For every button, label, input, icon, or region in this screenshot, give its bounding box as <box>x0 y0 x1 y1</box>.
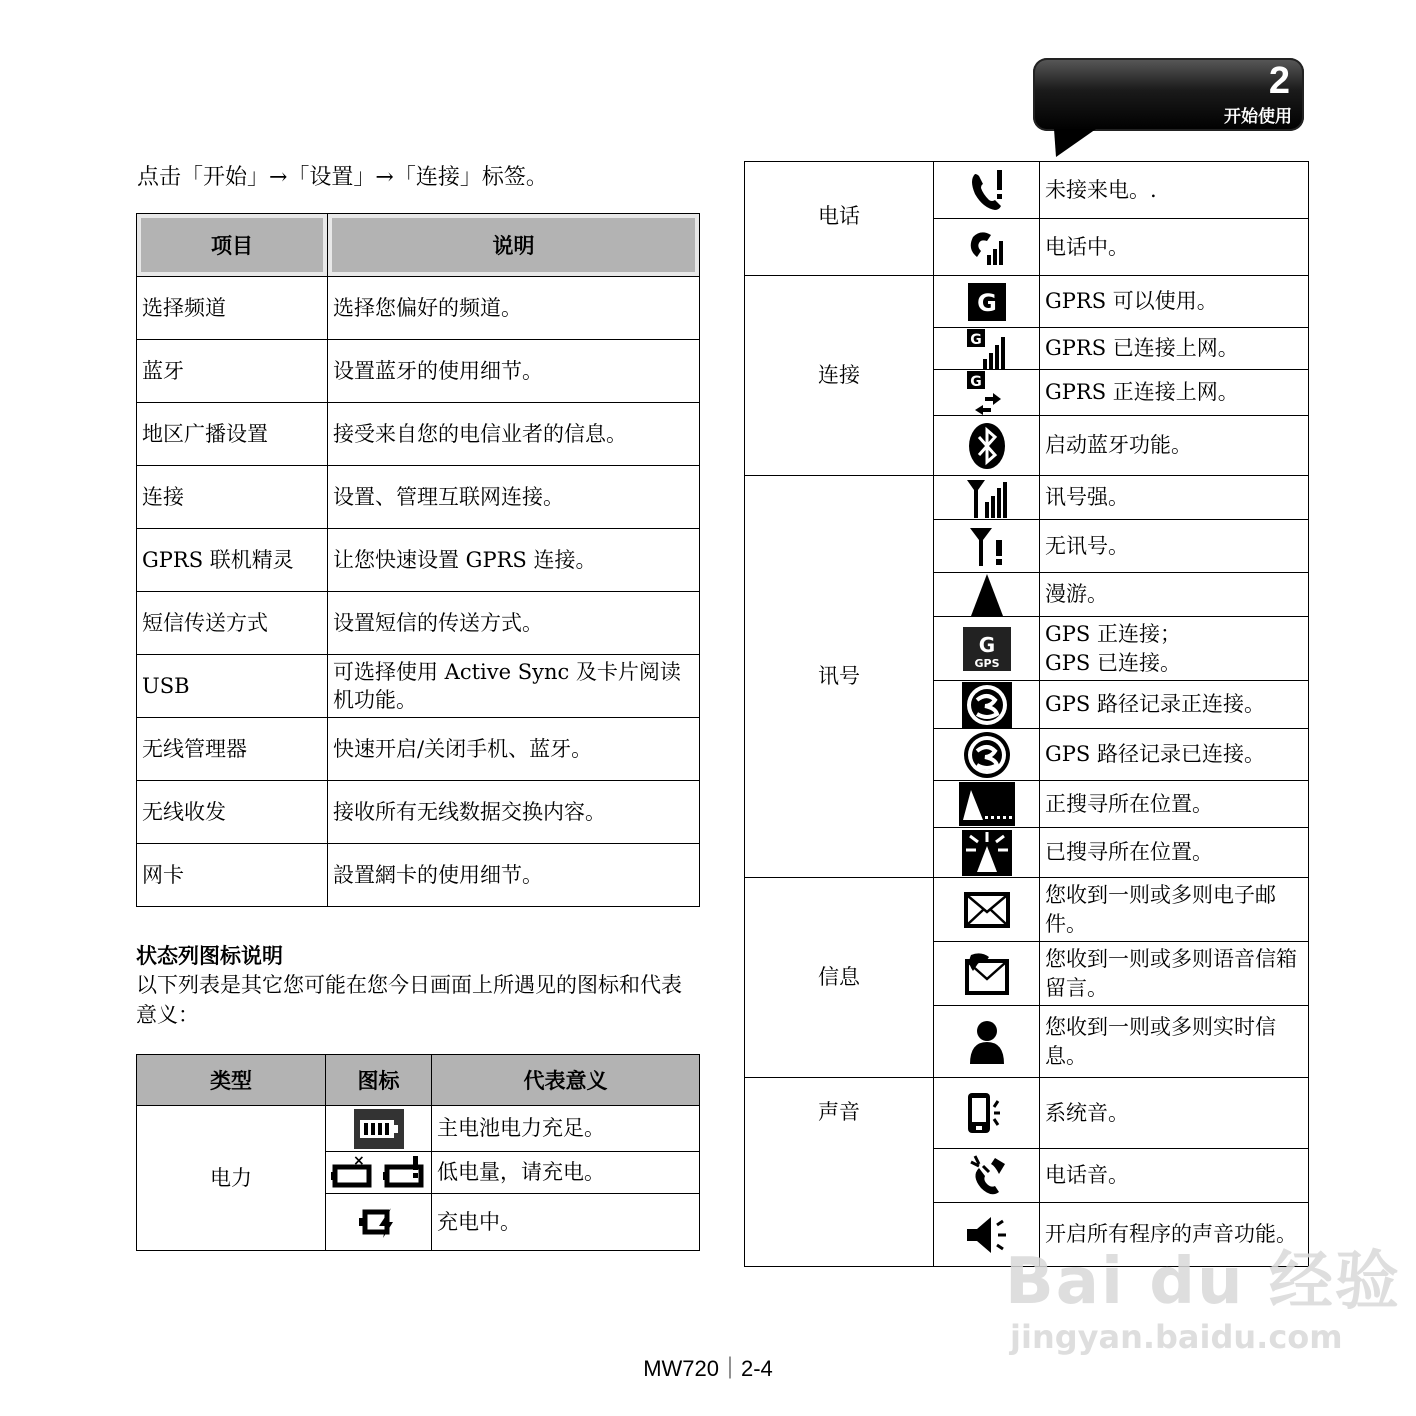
call-in-progress-icon <box>967 227 1007 267</box>
icon-cell <box>326 1194 432 1251</box>
setting-item: 连接 <box>137 466 328 529</box>
baidu-watermark: Bai du 经验 <box>1005 1245 1401 1319</box>
phone-ring-icon <box>965 1154 1009 1198</box>
table-row <box>137 466 700 529</box>
meaning-cell: 您收到一则或多则实时信息。 <box>1040 1006 1309 1078</box>
icon-cell <box>934 416 1040 476</box>
settings-table <box>136 213 700 907</box>
chapter-number: 2 <box>1268 60 1290 102</box>
signal-strong-icon <box>965 478 1009 518</box>
icon-cell <box>934 1006 1040 1078</box>
meaning-cell: 您收到一则或多则电子邮件。 <box>1040 878 1309 942</box>
svg-text:G: G <box>976 288 997 317</box>
icon-cell <box>934 729 1040 781</box>
setting-description: 設置網卡的使用细节。 <box>328 844 700 907</box>
section-description: 以下列表是其它您可能在您今日画面上所遇见的图标和代表意义： <box>136 973 682 1028</box>
table-header-row <box>137 1055 700 1106</box>
icon-cell <box>934 328 1040 370</box>
roaming-icon <box>969 574 1005 616</box>
table-row <box>745 476 1309 520</box>
header-item: 项目 <box>137 214 328 277</box>
setting-description: 选择您偏好的频道。 <box>328 277 700 340</box>
icon-cell <box>326 1152 432 1194</box>
meaning-cell: 系统音。 <box>1040 1078 1309 1149</box>
meaning-cell: 充电中。 <box>432 1194 700 1251</box>
bluetooth-icon <box>967 422 1007 470</box>
gprs-available-icon <box>968 283 1006 321</box>
svg-text:GPS: GPS <box>973 656 1000 670</box>
table-row <box>137 718 700 781</box>
table-row <box>745 878 1309 942</box>
table-row <box>137 403 700 466</box>
setting-description: 接收所有无线数据交换内容。 <box>328 781 700 844</box>
icon-cell <box>934 1149 1040 1203</box>
table-header-row <box>137 214 700 277</box>
setting-description: 可选择使用 Active Sync 及卡片阅读机功能。 <box>328 655 700 718</box>
meaning-cell: 漫游。 <box>1040 573 1309 617</box>
table-row <box>137 781 700 844</box>
meaning-cell: 正搜寻所在位置。 <box>1040 781 1309 828</box>
setting-item: 选择频道 <box>137 277 328 340</box>
type-cell: 连接 <box>745 276 934 476</box>
meaning-cell: GPS 路径记录正连接。 <box>1040 681 1309 729</box>
meaning-cell: 未接来电。. <box>1040 162 1309 219</box>
meaning-cell: GPS 正连接； GPS 已连接。 <box>1040 617 1309 681</box>
type-cell: 电力 <box>137 1106 326 1251</box>
icon-cell <box>934 942 1040 1006</box>
setting-item: 地区广播设置 <box>137 403 328 466</box>
meaning-cell: 讯号强。 <box>1040 476 1309 520</box>
svg-text:G: G <box>978 632 995 657</box>
setting-item: USB <box>137 655 328 718</box>
gps-route-connected-icon <box>963 731 1011 779</box>
speaker-icon <box>965 1215 1009 1255</box>
page-footer: MW720｜2-4 <box>643 1356 773 1381</box>
battery-full-icon <box>354 1109 404 1149</box>
meaning-cell: 开启所有程序的声音功能。 <box>1040 1203 1309 1267</box>
icon-cell <box>934 520 1040 573</box>
battery-low-icon <box>331 1153 427 1193</box>
svg-text:×: × <box>352 1152 365 1169</box>
meaning-cell: 电话音。 <box>1040 1149 1309 1203</box>
email-icon <box>964 892 1010 928</box>
type-cell: 电话 <box>745 162 934 276</box>
table-row <box>745 276 1309 328</box>
meaning-cell: 无讯号。 <box>1040 520 1309 573</box>
badge-tail <box>1054 129 1096 157</box>
baidu-watermark-url: jingyan.baidu.com <box>1010 1318 1343 1356</box>
instant-message-icon <box>968 1020 1006 1064</box>
icon-cell <box>934 1078 1040 1149</box>
setting-item: 蓝牙 <box>137 340 328 403</box>
table-row <box>137 655 700 718</box>
type-cell: 信息 <box>745 878 934 1078</box>
icon-cell <box>934 476 1040 520</box>
meaning-cell: 电话中。 <box>1040 219 1309 276</box>
svg-text:G: G <box>969 373 982 390</box>
setting-item: 无线收发 <box>137 781 328 844</box>
icon-cell <box>934 573 1040 617</box>
setting-description: 接受来自您的电信业者的信息。 <box>328 403 700 466</box>
meaning-cell: 启动蓝牙功能。 <box>1040 416 1309 476</box>
setting-item: 无线管理器 <box>137 718 328 781</box>
icon-cell <box>934 781 1040 828</box>
section-title: 状态列图标说明 <box>136 944 283 968</box>
icon-cell <box>934 219 1040 276</box>
type-cell: 声音 <box>745 1078 934 1267</box>
gprs-connecting-icon <box>967 371 1007 415</box>
header-icon: 图标 <box>326 1055 432 1106</box>
meaning-cell: GPS 路径记录已连接。 <box>1040 729 1309 781</box>
table-row <box>745 1078 1309 1149</box>
setting-description: 快速开启/关闭手机、蓝牙。 <box>328 718 700 781</box>
power-table <box>136 1054 700 1251</box>
icon-cell <box>934 276 1040 328</box>
table-row <box>137 277 700 340</box>
table-row <box>137 844 700 907</box>
header-description: 说明 <box>328 214 700 277</box>
setting-description: 设置蓝牙的使用细节。 <box>328 340 700 403</box>
setting-item: 网卡 <box>137 844 328 907</box>
icon-cell <box>934 162 1040 219</box>
voicemail-icon <box>965 953 1009 995</box>
meaning-cell: 低电量，请充电。 <box>432 1152 700 1194</box>
icon-cell <box>326 1106 432 1152</box>
system-sound-icon <box>966 1091 1008 1135</box>
gps-route-connecting-icon <box>962 682 1012 728</box>
gprs-connected-icon <box>967 329 1007 369</box>
icon-cell <box>934 370 1040 416</box>
chapter-label: 开始使用 <box>1224 107 1292 127</box>
meaning-cell: GPRS 已连接上网。 <box>1040 328 1309 370</box>
table-row <box>745 162 1309 219</box>
icon-cell <box>934 878 1040 942</box>
chapter-badge <box>1033 58 1304 131</box>
header-meaning: 代表意义 <box>432 1055 700 1106</box>
setting-description: 设置、管理互联网连接。 <box>328 466 700 529</box>
setting-description: 设置短信的传送方式。 <box>328 592 700 655</box>
setting-description: 让您快速设置 GPRS 连接。 <box>328 529 700 592</box>
battery-charging-icon <box>357 1202 401 1242</box>
icon-cell <box>934 617 1040 681</box>
setting-item: GPRS 联机精灵 <box>137 529 328 592</box>
meaning-cell: 主电池电力充足。 <box>432 1106 700 1152</box>
located-icon <box>962 830 1012 876</box>
gps-icon <box>963 627 1011 671</box>
header-type: 类型 <box>137 1055 326 1106</box>
table-row <box>137 592 700 655</box>
setting-item: 短信传送方式 <box>137 592 328 655</box>
table-row <box>137 340 700 403</box>
missed-call-icon <box>967 168 1007 212</box>
intro-text: 点击「开始」→「设置」→「连接」标签。 <box>137 165 548 190</box>
table-row <box>137 1106 700 1152</box>
status-table <box>744 161 1309 1267</box>
table-row <box>137 529 700 592</box>
no-signal-icon <box>968 526 1006 566</box>
meaning-cell: GPRS 正连接上网。 <box>1040 370 1309 416</box>
meaning-cell: GPRS 可以使用。 <box>1040 276 1309 328</box>
locating-icon <box>959 782 1015 826</box>
meaning-cell: 您收到一则或多则语音信箱留言。 <box>1040 942 1309 1006</box>
meaning-cell: 已搜寻所在位置。 <box>1040 828 1309 878</box>
svg-text:G: G <box>969 331 982 348</box>
icon-cell <box>934 828 1040 878</box>
icon-cell <box>934 681 1040 729</box>
type-cell: 讯号 <box>745 476 934 878</box>
